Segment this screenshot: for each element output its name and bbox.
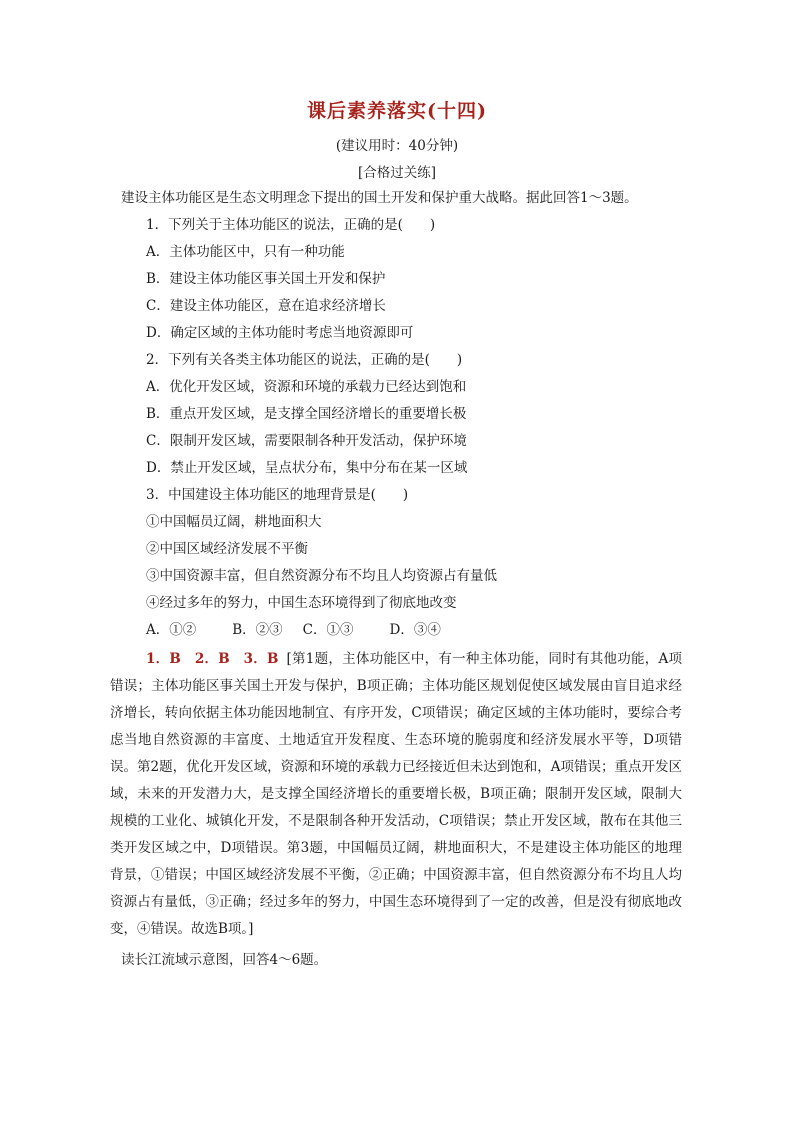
question-body bbox=[110, 185, 682, 974]
answer-explanation bbox=[110, 646, 682, 943]
question-2-stem: 2．下列有关各类主体功能区的说法，正确的是( ) bbox=[146, 352, 463, 368]
question-3-option-b: B．②③ bbox=[232, 622, 283, 638]
question-3-option-a: A．①② bbox=[146, 622, 197, 638]
question-3-option-d: D．③④ bbox=[389, 622, 441, 638]
question-1-option-a: A．主体功能区中，只有一种功能 bbox=[146, 244, 345, 260]
page-title: 课后素养落实(十四) bbox=[307, 100, 487, 122]
question-3-statement-3: ③中国资源丰富，但自然资源分布不均且人均资源占有量低 bbox=[146, 568, 497, 584]
intro-text: 建设主体功能区是生态文明理念下提出的国土开发和保护重大战略。据此回答1～3题。 bbox=[121, 190, 638, 206]
time-suggestion: (建议用时：40分钟) bbox=[335, 138, 459, 154]
question-2-option-a: A．优化开发区域，资源和环境的承载力已经达到饱和 bbox=[146, 379, 467, 395]
question-2-option-d: D．禁止开发区域，呈点状分布，集中分布在某一区域 bbox=[146, 460, 468, 476]
question-3-statement-2: ②中国区域经济发展不平衡 bbox=[146, 541, 308, 557]
question-1-option-c: C．建设主体功能区，意在追求经济增长 bbox=[146, 298, 386, 314]
question-1-option-b: B．建设主体功能区事关国土开发和保护 bbox=[146, 271, 386, 287]
answer-text: [第1题，主体功能区中，有一种主体功能，同时有其他功能，A项错误；主体功能区事关国土开发与保护，B项正确；主体功能区规划促使区域发展由盲目追求经济增长，转向依据主体功能因地制宜、有序开发，C项错误；确定区域的主体功能时，要综合考虑当地自然资源的丰富度、土地适宜开发程度、生态环境的脆弱度和经济发展水平等，D项错误。第2题，优化开发区域，资源和环境的承载力已经接近但未达到饱和，A项错误；重点开发区域，未来的开发潜力大，是支撑全国经济增长的重要增长极，B项正确；限制开发区域，限制大规模的工业化、城镇化开发，不是限制各种开发活动，C项错误；禁止开发区域，散布在其他三类开发区域之中，D项错误。第3题，中国幅员辽阔，耕地面积大，不是建设主体功能区的地理背景，①错误；中国区域经济发展不平衡，②正确；中国资源丰富，但自然资源分布不均且人均资源占有量低，③正确；经过多年的努力，中国生态环境得到了一定的改善，但是没有彻底地改变，④错误。故选B项。] bbox=[110, 651, 682, 937]
question-2-option-b: B．重点开发区域，是支撑全国经济增长的重要增长极 bbox=[146, 406, 467, 422]
question-3-statement-4: ④经过多年的努力，中国生态环境得到了彻底地改变 bbox=[146, 595, 457, 611]
question-1-option-d: D．确定区域的主体功能时考虑当地资源即可 bbox=[146, 325, 414, 341]
section-label: [合格过关练] bbox=[357, 165, 437, 181]
question-3-option-c: C．①③ bbox=[302, 622, 354, 638]
question-3-options bbox=[146, 617, 682, 644]
question-3-statement-1: ①中国幅员辽阔，耕地面积大 bbox=[146, 514, 322, 530]
question-3-stem: 3．中国建设主体功能区的地理背景是( ) bbox=[146, 487, 409, 503]
next-prompt: 读长江流域示意图，回答4～6题。 bbox=[121, 952, 328, 968]
question-2-option-c: C．限制开发区域，需要限制各种开发活动，保护环境 bbox=[146, 433, 467, 449]
question-1-stem: 1．下列关于主体功能区的说法，正确的是( ) bbox=[146, 217, 436, 233]
answer-key: 1．B 2．B 3．B bbox=[146, 651, 279, 667]
